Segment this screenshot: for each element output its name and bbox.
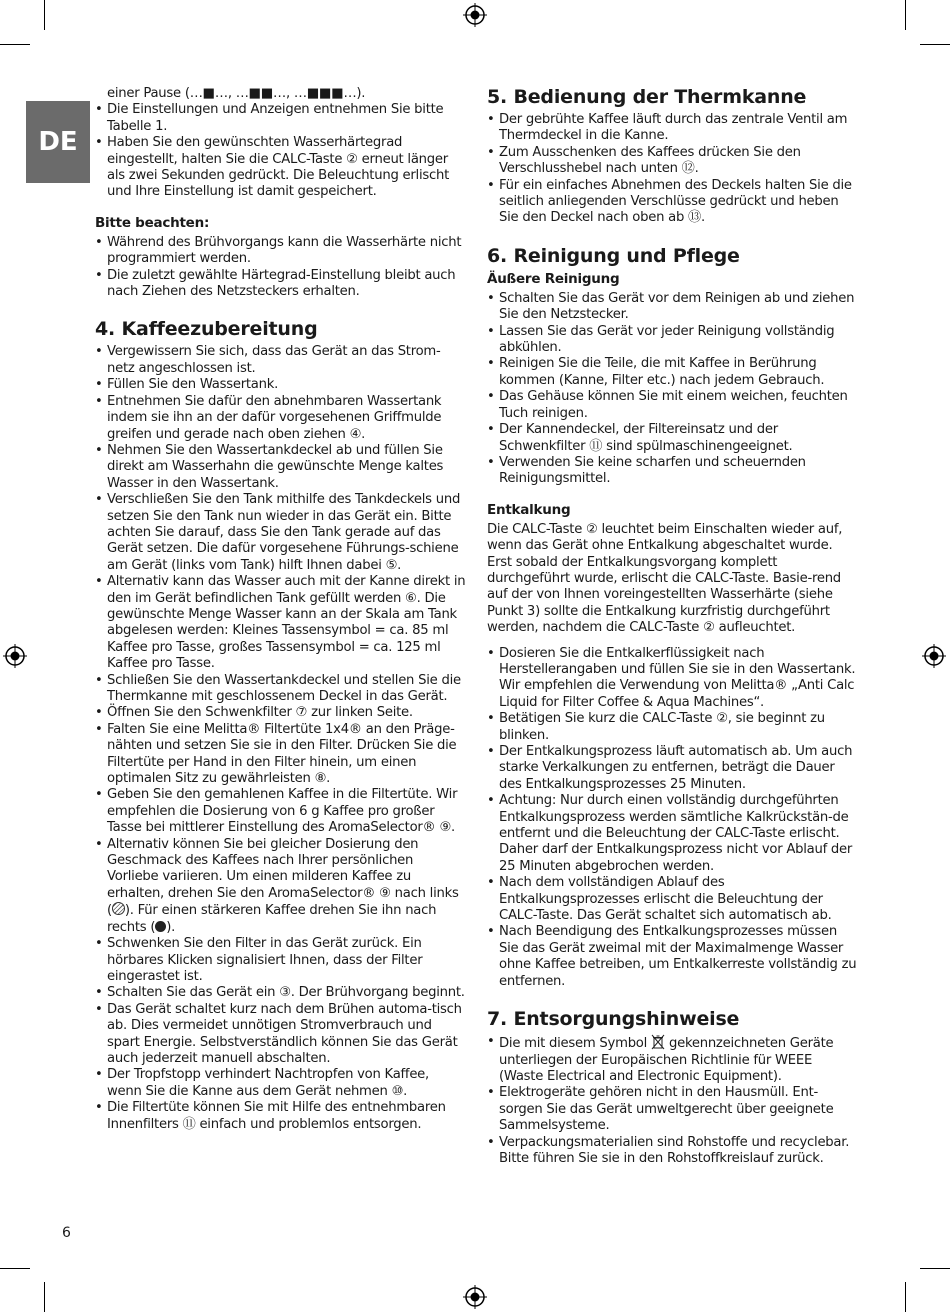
list-item: • Verschließen Sie den Tank mithilfe des Tankdeckels und setzen Sie den Tank nun wieder in das Gerät ein. Bitte achten Sie darauf, dass Sie den Tank gerade auf das Gerät setzen. Die dafür vorgesehene Führungs-schiene am Gerät (links vom Tank) hilft Ihnen dabei ⑤. — [95, 492, 467, 574]
list-item: • Während des Brühvorgangs kann die Wasserhärte nicht programmiert werden. — [95, 235, 467, 268]
registration-mark-icon — [922, 644, 946, 668]
note-heading: Bitte beachten: — [95, 214, 210, 231]
list-item: • Alternativ kann das Wasser auch mit der Kanne direkt in den im Gerät befindlichen Tank gefüllt werden ⑥. Die gewünschte Menge Wasser kann an der Skala am Tank abgelesen werden: Kleines Tassensymbol = ca. 85 ml Kaffee pro Tasse, großes Tassensymbol = ca. 125 ml Kaffee pro Tasse. — [95, 574, 467, 672]
list-item: • Dosieren Sie die Entkalkerflüssigkeit nach Herstellerangaben und füllen Sie sie in den Wassertank. Wir empfehlen die Verwendung von Melitta® „Anti Calc Liquid for Filter Coffee & Aqua Machines“. — [487, 646, 859, 712]
list-item: • Betätigen Sie kurz die CALC-Taste ②, sie beginnt zu blinken. — [487, 711, 859, 744]
crop-mark — [905, 0, 906, 30]
crop-mark — [920, 1268, 950, 1269]
list-item: • Reinigen Sie die Teile, die mit Kaffee in Berührung kommen (Kanne, Filter etc.) nach jedem Gebrauch. — [487, 356, 859, 389]
list-item: • Für ein einfaches Abnehmen des Deckels halten Sie die seitlich anliegenden Verschlüsse gedrückt und heben Sie den Deckel nach oben ab ⑬. — [487, 178, 859, 227]
strong-coffee-icon — [155, 921, 166, 932]
list-item: • Schwenken Sie den Filter in das Gerät zurück. Ein hörbares Klicken signalisiert Ihnen, dass der Filter eingerastet ist. — [95, 936, 467, 985]
section-4-list — [95, 344, 467, 1133]
section-4-title: 4. Kaffeezubereitung — [95, 318, 318, 341]
list-item: • Haben Sie den gewünschten Wasserhärtegrad eingestellt, halten Sie die CALC-Taste ② erneut länger als zwei Sekunden gedrückt. Die Beleuchtung erlischt und Ihre Einstellung ist damit gespeichert. — [95, 135, 467, 201]
list-item: • Geben Sie den gemahlenen Kaffee in die Filtertüte. Wir empfehlen die Dosierung von 6 g Kaffee pro großer Tasse bei mittlerer Einstellung des AromaSelector® ⑨. — [95, 787, 467, 836]
crop-mark — [0, 1268, 30, 1269]
list-item-weee — [487, 1034, 859, 1085]
registration-mark-icon — [463, 3, 487, 27]
list-item: • Vergewissern Sie sich, dass das Gerät an das Strom-netz angeschlossen ist. — [95, 344, 467, 377]
list-item: • Zum Ausschenken des Kaffees drücken Sie den Verschlusshebel nach unten ⑫. — [487, 145, 859, 178]
list-item: • Nehmen Sie den Wassertankdeckel ab und füllen Sie direkt am Wasserhahn die gewünschte Menge kaltes Wasser in den Wassertank. — [95, 443, 467, 492]
list-item: • Der Entkalkungsprozess läuft automatisch ab. Um auch starke Verkalkungen zu entfernen, beträgt die Dauer des Entkalkungsprozesses 25 Minuten. — [487, 744, 859, 793]
disposal-text-1: Die mit diesem Symbol — [499, 1036, 648, 1052]
disposal-text-2: gekennzeichneten Geräte unterliegen der Europäischen Richtlinie für WEEE (Waste Electrical and Electronic Equipment). — [499, 1036, 834, 1084]
registration-mark-icon — [3, 644, 27, 668]
language-tab: DE — [26, 101, 90, 183]
list-item: • Schließen Sie den Wassertankdeckel und stellen Sie die Thermkanne mit geschlossenem Deckel in das Gerät. — [95, 673, 467, 706]
registration-mark-icon — [463, 1285, 487, 1309]
list-item: • Achtung: Nur durch einen vollständig durchgeführten Entkalkungsprozess werden sämtliche Kalkrückstän-de entfernt und die Beleuchtung der CALC-Taste erlischt. Daher darf der Entkalkungsprozess nicht vor Ablauf der 25 Minuten abgebrochen werden. — [487, 793, 859, 875]
descaling-paragraph: Die CALC-Taste ② leuchtet beim Einschalten wieder auf, wenn das Gerät ohne Entkalkung abgeschaltet wurde. Erst sobald der Entkalkungsvorgang komplett durchgeführt wurde, erlischt die CALC-Taste. Basie-rend auf der von Ihnen voreingestellten Wasserhärte (siehe Punkt 3) sollte die Entkalkung kurzfristig durchgeführt werden, nachdem die CALC-Taste ② aufleuchtet. — [487, 521, 843, 636]
crop-mark — [44, 0, 45, 30]
section-5-title: 5. Bedienung der Thermkanne — [487, 86, 807, 108]
list-item: • Das Gerät schaltet kurz nach dem Brühen automa-tisch ab. Dies vermeidet unnötigen Stromverbrauch und spart Energie. Selbstverständlich können Sie das Gerät auch jederzeit manuell abschalten. — [95, 1002, 467, 1068]
list-item: • Schalten Sie das Gerät vor dem Reinigen ab und ziehen Sie den Netzstecker. — [487, 291, 859, 324]
list-item: • Nach Beendigung des Entkalkungsprozesses müssen Sie das Gerät zweimal mit der Maximalmenge Wasser ohne Kaffee betreiben, um Entkalkerreste vollständig zu entfernen. — [487, 924, 859, 990]
crop-mark — [920, 44, 950, 45]
descaling-list — [487, 646, 859, 991]
crop-mark — [44, 1282, 45, 1312]
outer-cleaning-list — [487, 291, 859, 488]
list-item: • Die Filtertüte können Sie mit Hilfe des entnehmbaren Innenfilters ⑪ einfach und problemlos entsorgen. — [95, 1100, 467, 1133]
section-5-list — [487, 112, 859, 227]
mild-coffee-icon — [112, 902, 125, 915]
list-item: • Die Einstellungen und Anzeigen entnehmen Sie bitte Tabelle 1. — [95, 102, 467, 135]
section-7-title: 7. Entsorgungshinweise — [487, 1008, 740, 1031]
list-item: • Der Tropfstopp verhindert Nachtropfen von Kaffee, wenn Sie die Kanne aus dem Gerät nehmen ⑩. — [95, 1067, 467, 1100]
list-item: • Öffnen Sie den Schwenkfilter ⑦ zur linken Seite. — [95, 705, 467, 721]
descaling-heading: Entkalkung — [487, 501, 571, 518]
aroma-text-3: ). — [166, 919, 176, 935]
list-item: • Füllen Sie den Wassertank. — [95, 377, 467, 393]
left-column — [95, 86, 467, 1133]
aroma-text-1: Alternativ können Sie bei gleicher Dosierung den Geschmack des Kaffees nach Ihrer persönlichen Vorliebe variieren. Um einen milderen Kaffee zu erhalten, drehen Sie den AromaSelector® ⑨ nach links ( — [107, 836, 459, 919]
intro-list — [95, 102, 467, 200]
list-item: • Der gebrühte Kaffee läuft durch das zentrale Ventil am Thermdeckel in die Kanne. — [487, 112, 859, 145]
list-item: • Der Kannendeckel, der Filtereinsatz und der Schwenkfilter ⑪ sind spülmaschinengeeignet. — [487, 422, 859, 455]
list-item: • Elektrogeräte gehören nicht in den Hausmüll. Ent-sorgen Sie das Gerät umweltgerecht über geeignete Sammelsysteme. — [487, 1085, 859, 1134]
section-6-title: 6. Reinigung und Pflege — [487, 244, 740, 267]
disposal-list — [487, 1034, 859, 1167]
page-number: 6 — [62, 1225, 71, 1241]
crop-mark — [0, 44, 30, 45]
list-item: • Die zuletzt gewählte Härtegrad-Einstellung bleibt auch nach Ziehen des Netzsteckers erhalten. — [95, 268, 467, 301]
right-column — [487, 86, 859, 1167]
list-item: • Entnehmen Sie dafür den abnehmbaren Wassertank indem sie ihn an der dafür vorgesehenen Griffmulde greifen und gerade nach oben ziehen ④. — [95, 394, 467, 443]
list-item-aroma — [95, 837, 467, 936]
note-list — [95, 235, 467, 301]
crop-mark — [905, 1282, 906, 1312]
list-item: • Verpackungsmaterialien sind Rohstoffe und recyclebar. Bitte führen Sie sie in den Rohstoffkreislauf zurück. — [487, 1135, 859, 1168]
list-item: • Falten Sie eine Melitta® Filtertüte 1x4® an den Präge-nähten und setzen Sie sie in den Filter. Drücken Sie die Filtertüte per Hand in den Filter hinein, um einen optimalen Sitz zu gewährleisten ⑧. — [95, 722, 467, 788]
list-item: • Nach dem vollständigen Ablauf des Entkalkungsprozesses erlischt die Beleuchtung der CALC-Taste. Das Gerät schaltet sich automatisch ab. — [487, 875, 859, 924]
outer-cleaning-heading: Äußere Reinigung — [487, 270, 620, 287]
list-item: • Lassen Sie das Gerät vor jeder Reinigung vollständig abkühlen. — [487, 324, 859, 357]
aroma-text-2: ). Für einen stärkeren Kaffee drehen Sie ihn nach rechts ( — [107, 903, 437, 935]
intro-continuation: einer Pause (…■…, …■■…, …■■■…). — [107, 86, 366, 101]
list-item: • Das Gehäuse können Sie mit einem weichen, feuchten Tuch reinigen. — [487, 389, 859, 422]
list-item: • Verwenden Sie keine scharfen und scheuernden Reinigungsmittel. — [487, 455, 859, 488]
list-item: • Schalten Sie das Gerät ein ③. Der Brühvorgang beginnt. — [95, 985, 467, 1001]
crossed-out-bin-icon — [651, 1034, 665, 1050]
